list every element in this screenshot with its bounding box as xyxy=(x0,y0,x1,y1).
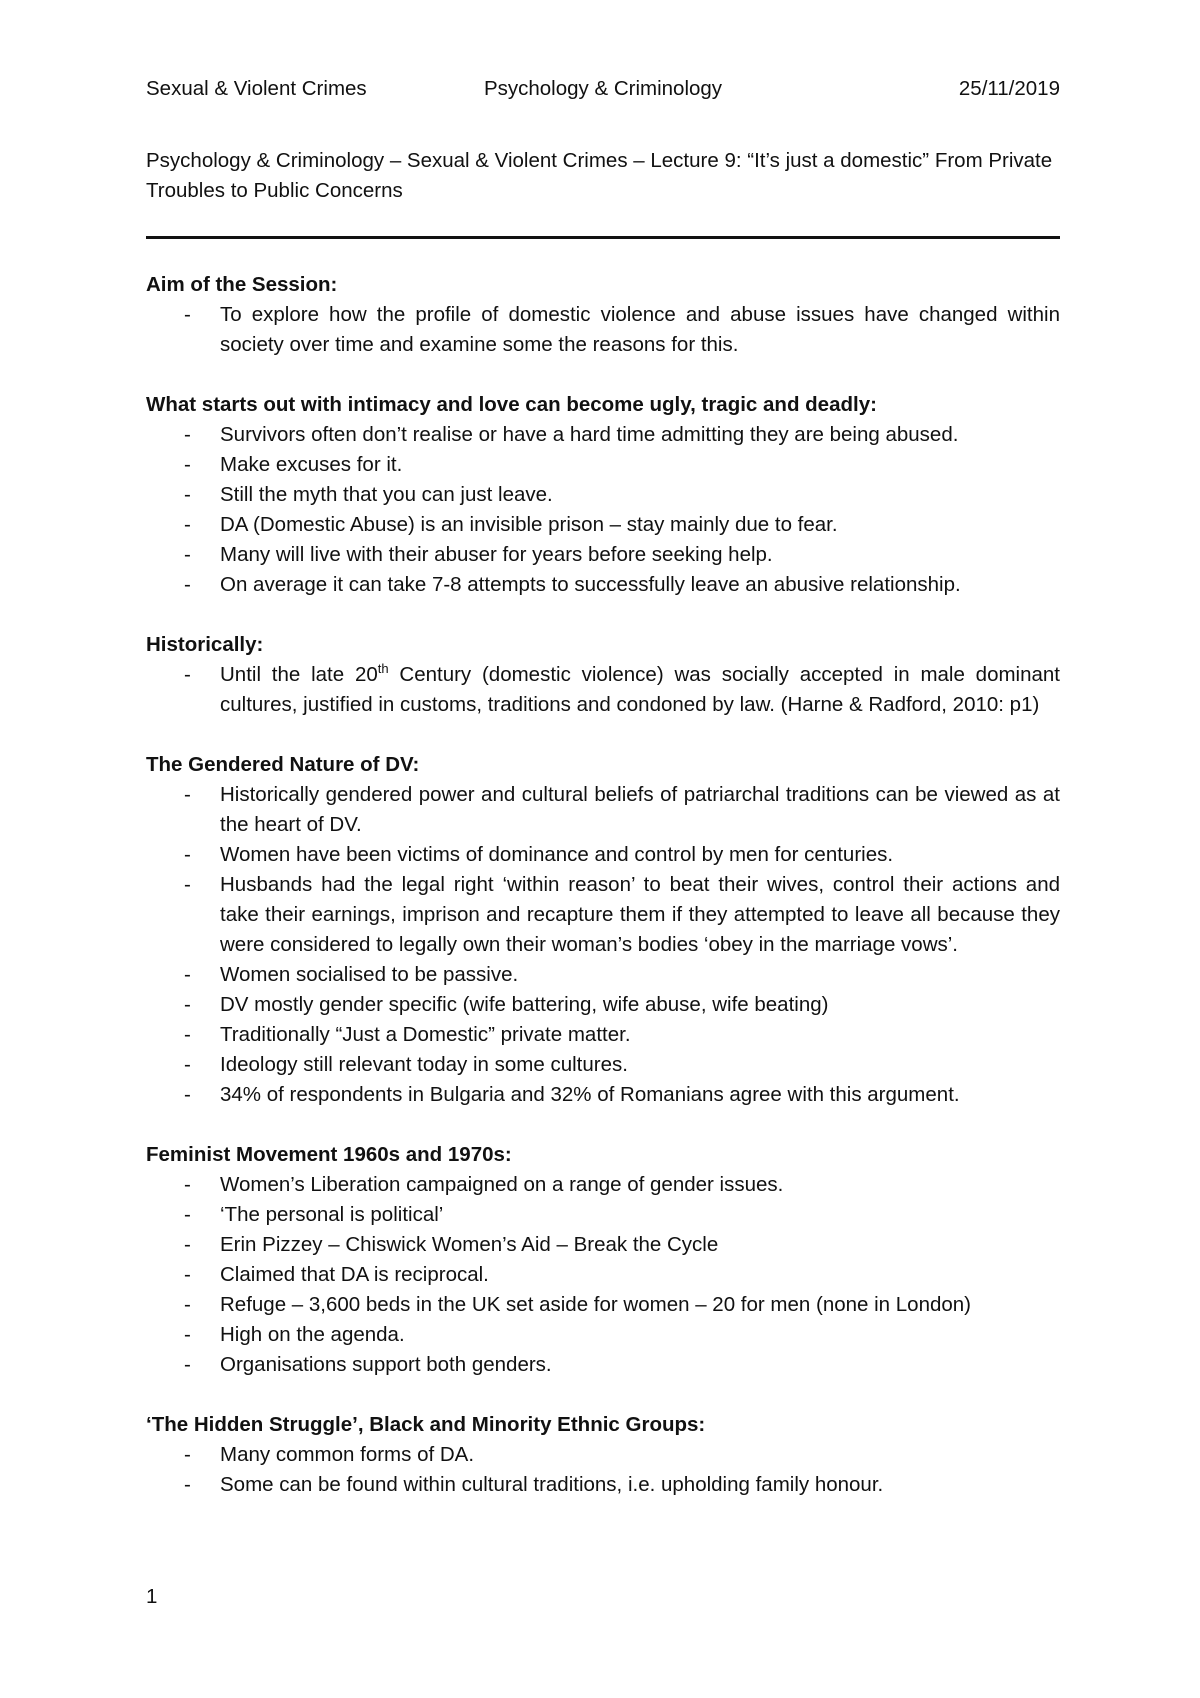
list-item: - Survivors often don’t realise or have a hard time admitting they are being abused. xyxy=(146,420,1060,450)
list-item: - Many common forms of DA. xyxy=(146,1440,1060,1470)
list-item: - Still the myth that you can just leave. xyxy=(146,480,1060,510)
list-item: - Husbands had the legal right ‘within reason’ to beat their wives, control their actions and take their earnings, imprison and recapture them if they attempted to leave all because they were considered to legally own their woman’s bodies ‘obey in the marriage vows’. xyxy=(146,870,1060,960)
list-item: - Women socialised to be passive. xyxy=(146,960,1060,990)
bullet-list xyxy=(146,300,1060,360)
document-title: Psychology & Criminology – Sexual & Violent Crimes – Lecture 9: “It’s just a domestic” From Private Troubles to Public Concerns xyxy=(146,149,1053,202)
list-item: - Women have been victims of dominance and control by men for centuries. xyxy=(146,840,1060,870)
list-item: - High on the agenda. xyxy=(146,1320,1060,1350)
list-item: - Claimed that DA is reciprocal. xyxy=(146,1260,1060,1290)
bullet-list xyxy=(146,1170,1060,1380)
list-item: - Organisations support both genders. xyxy=(146,1350,1060,1380)
list-item: - ‘The personal is political’ xyxy=(146,1200,1060,1230)
section-hidden-struggle xyxy=(146,1410,1060,1500)
section-heading: Historically: xyxy=(146,633,264,656)
page-header xyxy=(146,74,1060,104)
list-item: - 34% of respondents in Bulgaria and 32% of Romanians agree with this argument. xyxy=(146,1080,1060,1110)
list-item: - DV mostly gender specific (wife battering, wife abuse, wife beating) xyxy=(146,990,1060,1020)
list-item: - To explore how the profile of domestic violence and abuse issues have changed within society over time and examine some the reasons for this. xyxy=(146,300,1060,360)
list-item: - Ideology still relevant today in some cultures. xyxy=(146,1050,1060,1080)
list-item: - Some can be found within cultural traditions, i.e. upholding family honour. xyxy=(146,1470,1060,1500)
section-feminist-movement xyxy=(146,1140,1060,1380)
list-item: - Historically gendered power and cultural beliefs of patriarchal traditions can be viewed as at the heart of DV. xyxy=(146,780,1060,840)
section-historically xyxy=(146,630,1060,720)
list-item: - Erin Pizzey – Chiswick Women’s Aid – Break the Cycle xyxy=(146,1230,1060,1260)
list-item: - DA (Domestic Abuse) is an invisible prison – stay mainly due to fear. xyxy=(146,510,1060,540)
list-item: - Refuge – 3,600 beds in the UK set aside for women – 20 for men (none in London) xyxy=(146,1290,1060,1320)
page-number: 1 xyxy=(146,1585,158,1608)
section-gendered-nature xyxy=(146,750,1060,1110)
section-heading: ‘The Hidden Struggle’, Black and Minority Ethnic Groups: xyxy=(146,1413,706,1436)
list-item: - Women’s Liberation campaigned on a range of gender issues. xyxy=(146,1170,1060,1200)
section-intimacy xyxy=(146,390,1060,600)
list-item: - On average it can take 7-8 attempts to successfully leave an abusive relationship. xyxy=(146,570,1060,600)
list-item: - Make excuses for it. xyxy=(146,450,1060,480)
section-heading: What starts out with intimacy and love can become ugly, tragic and deadly: xyxy=(146,393,877,416)
section-heading: Feminist Movement 1960s and 1970s: xyxy=(146,1143,512,1166)
header-module-title: Sexual & Violent Crimes xyxy=(146,77,367,100)
list-item: - Many will live with their abuser for years before seeking help. xyxy=(146,540,1060,570)
title-divider xyxy=(146,236,1060,239)
ordinal-superscript: th xyxy=(377,661,389,677)
section-heading: Aim of the Session: xyxy=(146,273,338,296)
document-body xyxy=(146,270,1060,1530)
bullet-list xyxy=(146,420,1060,600)
bullet-list xyxy=(146,780,1060,1110)
section-aim xyxy=(146,270,1060,360)
bullet-list xyxy=(146,660,1060,720)
header-course-name: Psychology & Criminology xyxy=(483,77,723,100)
bullet-list xyxy=(146,1440,1060,1500)
section-heading: The Gendered Nature of DV: xyxy=(146,753,420,776)
list-item-superscript: - Until the late 20th Century (domestic violence) was socially accepted in male dominant cultures, justified in customs, traditions and condoned by law. (Harne & Radford, 2010: p1) xyxy=(146,660,1060,720)
header-date: 25/11/2019 xyxy=(958,77,1060,100)
list-item: - Traditionally “Just a Domestic” private matter. xyxy=(146,1020,1060,1050)
